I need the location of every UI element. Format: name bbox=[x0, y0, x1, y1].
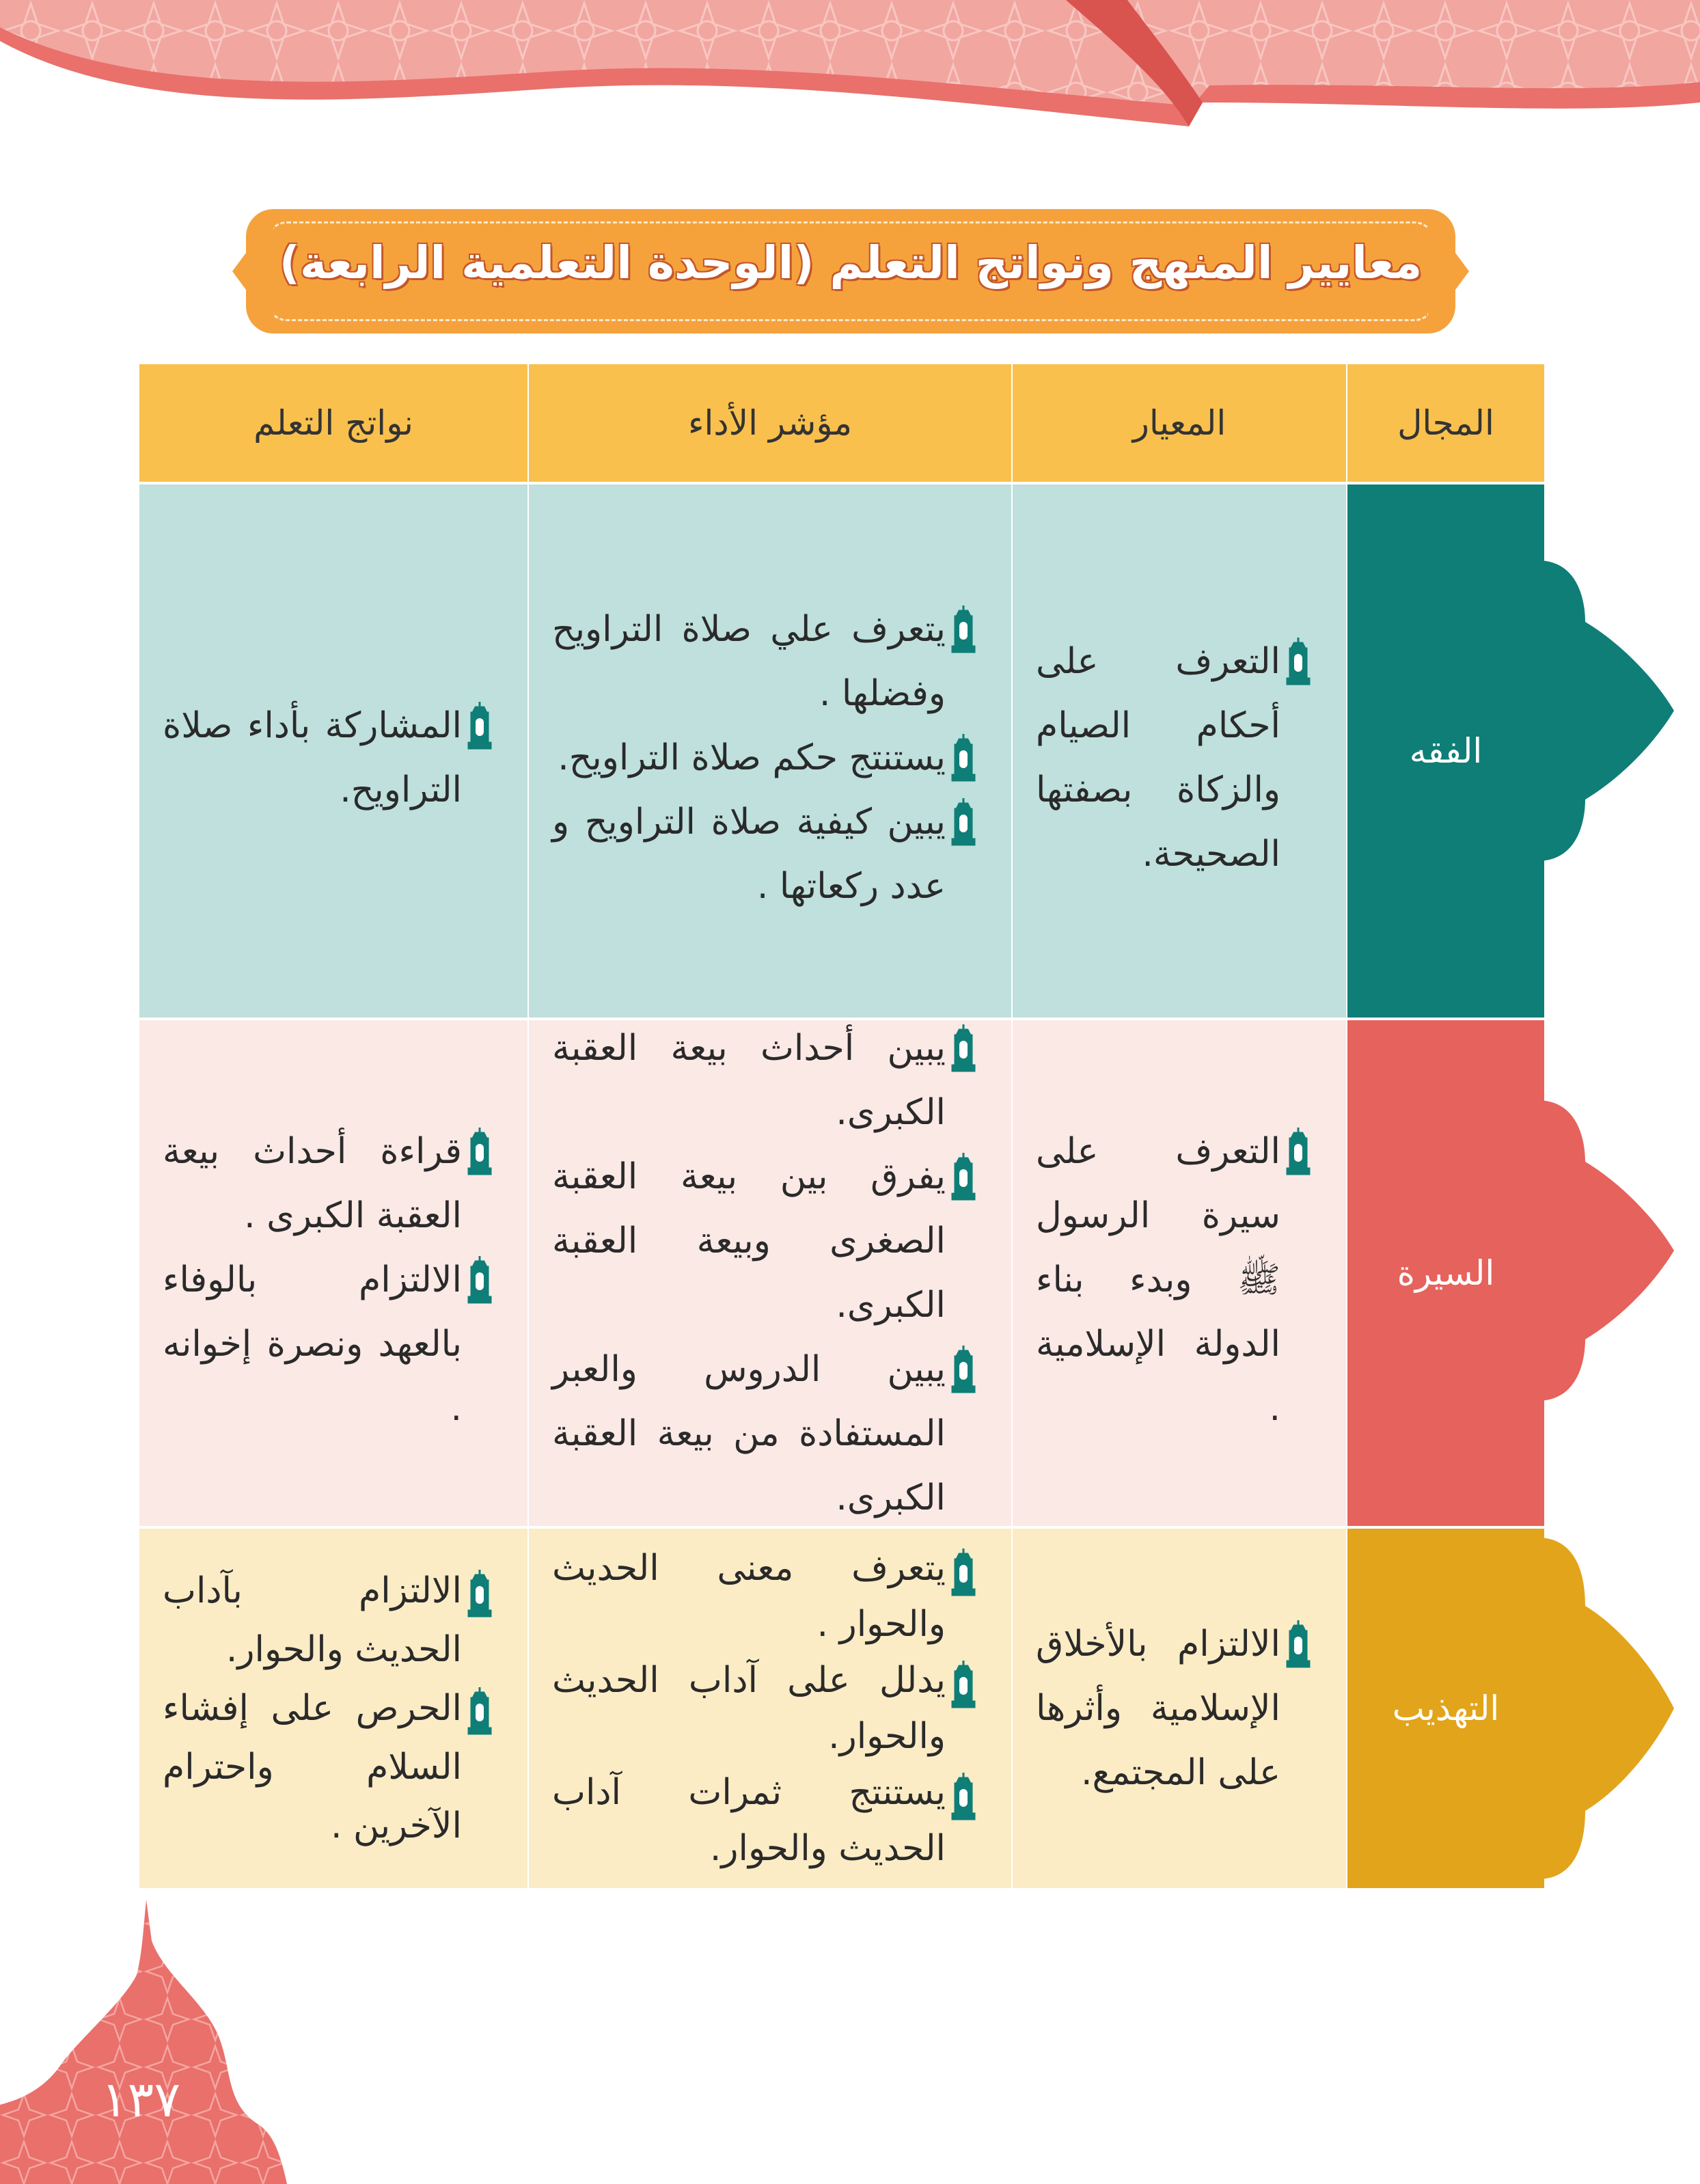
lantern-icon bbox=[1280, 1119, 1316, 1184]
header-indicator: مؤشر الأداء bbox=[529, 364, 1011, 482]
list-item: يبين الدروس والعبر المستفادة من بيعة العقبة الكبرى. bbox=[552, 1337, 981, 1530]
lantern-icon bbox=[946, 1764, 981, 1820]
lantern-icon bbox=[462, 1561, 497, 1620]
fiqh-side-tab bbox=[1537, 560, 1674, 861]
lantern-icon bbox=[946, 1145, 981, 1209]
list-item: الالتزام بالوفاء بالعهد ونصرة إخوانه . bbox=[163, 1248, 497, 1441]
lantern-icon bbox=[946, 726, 981, 790]
standard-fiqh bbox=[1013, 484, 1346, 1018]
lantern-icon bbox=[946, 1540, 981, 1596]
list-item: التعرف على أحكام الصيام والزكاة بصفتها الصحيحة. bbox=[1036, 629, 1316, 886]
domain-tahdheeb: التهذيب bbox=[1347, 1529, 1544, 1888]
outcomes-sira bbox=[139, 1020, 527, 1526]
header-standard: المعيار bbox=[1013, 364, 1346, 482]
lantern-icon bbox=[1280, 1612, 1316, 1676]
banner-left-cap bbox=[232, 226, 273, 317]
lantern-icon bbox=[462, 1119, 497, 1184]
standard-tahdheeb bbox=[1013, 1529, 1346, 1888]
list-item: يتعرف معنى الحديث والحوار . bbox=[552, 1540, 981, 1652]
list-item: يستنتج حكم صلاة التراويح. bbox=[552, 726, 981, 790]
domain-sira: السيرة bbox=[1347, 1020, 1544, 1526]
indicators-fiqh bbox=[529, 484, 1011, 1018]
indicators-sira bbox=[529, 1020, 1011, 1526]
list-item: يتعرف علي صلاة التراويح وفضلها . bbox=[552, 597, 981, 726]
list-item: الالتزام بآداب الحديث والحوار. bbox=[163, 1561, 497, 1679]
page-number: ١٣٧ bbox=[101, 2071, 181, 2128]
domain-fiqh: الفقه bbox=[1347, 484, 1544, 1018]
lantern-icon bbox=[946, 790, 981, 854]
lantern-icon bbox=[462, 1248, 497, 1312]
lantern-icon bbox=[1280, 629, 1316, 694]
list-item: التعرف على سيرة الرسول ﷺ وبدء بناء الدولة الإسلامية . bbox=[1036, 1119, 1316, 1441]
sira-side-tab bbox=[1537, 1100, 1674, 1401]
lantern-icon bbox=[946, 1337, 981, 1402]
top-ornament bbox=[0, 0, 1700, 164]
lantern-icon bbox=[946, 1652, 981, 1708]
list-item: يفرق بين بيعة العقبة الصغرى وبيعة العقبة الكبرى. bbox=[552, 1145, 981, 1337]
dome-ornament bbox=[0, 1900, 287, 2184]
lantern-icon bbox=[462, 694, 497, 758]
title-banner bbox=[246, 209, 1455, 333]
header-outcomes: نواتج التعلم bbox=[139, 364, 527, 482]
page-title: معايير المنهج ونواتج التعلم (الوحدة التعلمية الرابعة) bbox=[279, 236, 1423, 289]
tahdheeb-side-tab bbox=[1537, 1538, 1674, 1879]
list-item: يدلل على آداب الحديث والحوار. bbox=[552, 1652, 981, 1764]
outcomes-fiqh bbox=[139, 484, 527, 1018]
indicators-tahdheeb bbox=[529, 1529, 1011, 1888]
outcomes-tahdheeb bbox=[139, 1529, 527, 1888]
list-item: يبين أحداث بيعة العقبة الكبرى. bbox=[552, 1016, 981, 1145]
list-item: يبين كيفية صلاة التراويح و عدد ركعاتها . bbox=[552, 790, 981, 918]
lantern-icon bbox=[946, 597, 981, 661]
list-item: يستنتج ثمرات آداب الحديث والحوار. bbox=[552, 1764, 981, 1876]
list-item: الالتزام بالأخلاق الإسلامية وأثرها على المجتمع. bbox=[1036, 1612, 1316, 1805]
list-item: قراءة أحداث بيعة العقبة الكبرى . bbox=[163, 1119, 497, 1248]
standard-sira bbox=[1013, 1020, 1346, 1526]
lantern-icon bbox=[946, 1016, 981, 1080]
list-item: المشاركة بأداء صلاة التراويح. bbox=[163, 694, 497, 822]
list-item: الحرص على إفشاء السلام واحترام الآخرين . bbox=[163, 1679, 497, 1855]
lantern-icon bbox=[462, 1679, 497, 1738]
banner-right-cap bbox=[1428, 226, 1469, 317]
header-domain: المجال bbox=[1347, 364, 1544, 482]
